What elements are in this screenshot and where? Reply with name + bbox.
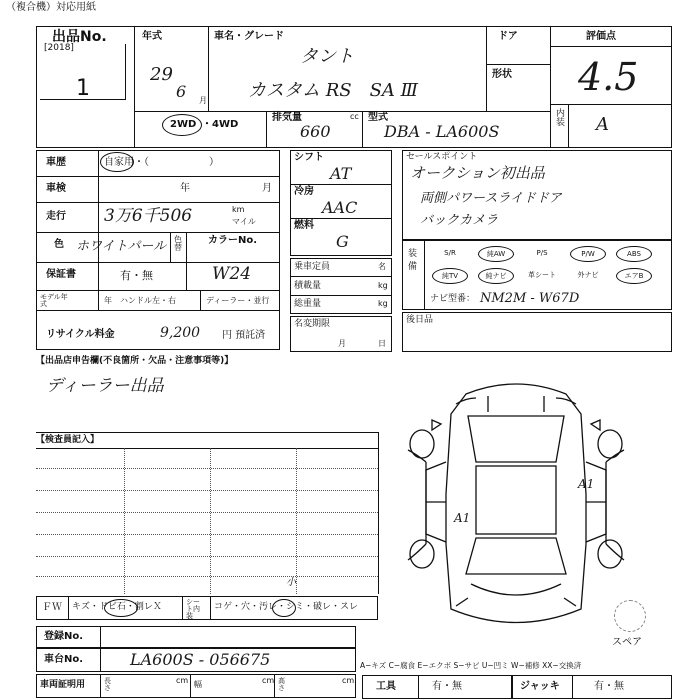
month-suffix: 月 (199, 96, 207, 105)
fw-stone-circle (104, 599, 138, 617)
recycle-value: 9,200 (160, 325, 201, 341)
warranty-options: 有・無 (120, 269, 153, 282)
equipment-item: P/W (570, 246, 606, 262)
aircon-label: 冷房 (294, 186, 314, 197)
model-year-label: モデル年式 (40, 293, 68, 308)
sales-point-label: セールスポイント (406, 152, 478, 162)
equipment-item: 革シート (528, 271, 556, 279)
mileage-value: 3万6千506 (104, 206, 193, 226)
reg-no-label: 登録No. (44, 631, 84, 642)
inspector-label: 【検査員記入】 (36, 435, 100, 445)
equipment-item: 純TV (432, 268, 468, 284)
model-year-suffix: 年 (104, 296, 112, 305)
capacity-label: 乗車定員 (294, 262, 331, 272)
seat-note: 小 (286, 577, 296, 588)
interior-label: 内装 (556, 109, 566, 128)
tools-label: 工具 (376, 681, 396, 692)
later-items-section (402, 312, 672, 352)
equipment-item: 純ナビ (478, 268, 514, 284)
inspection-year-unit: 年 (180, 183, 190, 194)
color-change-label: 色替 (174, 235, 182, 252)
displacement-label: 排気量 (272, 112, 302, 123)
date-day-unit: 日 (378, 339, 386, 348)
handle-label: ハンドル (120, 296, 152, 305)
mileage-label: 走行 (46, 211, 66, 222)
load-unit: kg (378, 281, 388, 290)
declaration-label: 【出品店申告欄(不良箇所・欠品・注意事項等)】 (36, 356, 234, 366)
seat-options: コゲ・穴・汚レ・シミ・破レ・スレ (214, 602, 359, 612)
color-value: ホワイトパール (76, 239, 167, 254)
height-label: 高さ (278, 677, 285, 692)
equipment-item: エアB (616, 268, 652, 284)
jack-label: ジャッキ (520, 681, 560, 692)
navi-model-label: ナビ型番： (430, 294, 476, 304)
model-value: DBA - LA600S (384, 122, 500, 141)
weight-label: 総重量 (294, 299, 322, 309)
length-label: 長さ (104, 677, 111, 692)
history-label: 車歴 (46, 157, 66, 168)
color-label: 色 (54, 239, 64, 250)
color-no-value: W24 (212, 264, 252, 284)
handle-options: 左・右 (152, 296, 176, 305)
dealer-label: ディーラー・並行 (206, 296, 270, 305)
jack-options: 有・無 (594, 681, 624, 692)
spare-tire-icon (614, 600, 646, 632)
color-no-label: カラーNo. (208, 235, 258, 246)
name-grade-label: 車名・グレード (214, 31, 284, 42)
later-items-label: 後日品 (406, 315, 434, 325)
declaration-value: ディーラー出品 (46, 376, 164, 396)
mile-unit: マイル (232, 217, 256, 226)
dimension-label: 車両証明用 (40, 680, 86, 690)
recycle-unit: 円 預託済 (222, 330, 266, 341)
car-name: タント (300, 46, 354, 67)
model-label: 型式 (368, 112, 388, 123)
tools-options: 有・無 (432, 681, 462, 692)
door-label: ドア (498, 31, 518, 42)
drive-2wd: 2WD (170, 119, 197, 130)
km-unit: km (232, 205, 245, 214)
displacement-value: 660 (300, 122, 331, 141)
year-label: 年式 (142, 31, 162, 42)
lot-title: 出品No. (52, 29, 107, 45)
score-label: 評価点 (586, 31, 616, 42)
sales-line-2: 両側パワースライドドア (420, 191, 562, 206)
registration-row (36, 626, 356, 648)
load-label: 積載量 (294, 281, 322, 291)
recycle-label: リサイクル料金 (46, 329, 115, 340)
shape-label: 形状 (492, 69, 512, 80)
equipment-label: 装備 (408, 249, 418, 272)
equipment-item: S/R (444, 249, 456, 257)
equipment-item: 純AW (478, 246, 514, 262)
date-month-unit: 月 (338, 339, 346, 348)
damage-code-legend: A−キズ C−腐食 E−エクボ S−サビ U−凹ミ W−補修 XX−交換済 (360, 661, 582, 670)
fw-label: ＦＷ (42, 602, 62, 613)
form-header-note: （複合機）対応用紙 (6, 2, 96, 13)
chassis-value: LA600S - 056675 (130, 650, 271, 669)
width-label: 幅 (194, 680, 202, 689)
aircon-value: AAC (322, 198, 358, 217)
drive-4wd: ・4WD (202, 119, 239, 130)
seat-label: シート内装 (186, 598, 200, 620)
damage-a1-left: A1 (454, 511, 471, 525)
shift-value: AT (330, 164, 352, 183)
date-change-label: 名変期限 (294, 319, 331, 329)
score-value: 4.5 (578, 55, 639, 99)
inspection-label: 車検 (46, 183, 66, 194)
equipment-item: 外ナビ (577, 271, 599, 279)
length-unit: cm (176, 676, 189, 685)
equipment-item: P/S (536, 249, 548, 257)
damage-a1-right: A1 (578, 477, 595, 491)
year-value: 29 (150, 64, 173, 85)
lot-year-stamp: [2018] (44, 43, 74, 53)
private-use-circle (100, 152, 134, 172)
width-unit: cm (262, 676, 275, 685)
seat-stain-circle (272, 599, 296, 617)
lot-number: 1 (76, 76, 90, 101)
month-value: 6 (176, 82, 187, 101)
weight-unit: kg (378, 299, 388, 308)
fuel-value: G (336, 232, 349, 251)
history-options: 自家用・（ ） (104, 157, 219, 168)
capacity-unit: 名 (378, 262, 386, 271)
shift-label: シフト (294, 152, 324, 163)
equipment-item: ABS (616, 246, 652, 262)
car-damage-diagram (396, 374, 636, 644)
car-grade: カスタム RS SA Ⅲ (248, 80, 419, 101)
interior-score: A (596, 114, 609, 135)
fuel-label: 燃料 (294, 220, 314, 231)
inspection-month-unit: 月 (262, 183, 272, 194)
navi-model-value: NM2M - W67D (480, 291, 580, 306)
cc-unit: cc (350, 112, 359, 121)
chassis-label: 車台No. (44, 654, 84, 665)
sales-line-1: オークション初出品 (410, 164, 545, 182)
fw-options: キズ・ドビ石・割レＸ (72, 602, 162, 612)
height-unit: cm (342, 676, 355, 685)
warranty-label: 保証書 (46, 269, 76, 280)
sales-line-3: バックカメラ (420, 213, 499, 228)
spare-label: スペア (612, 637, 642, 648)
